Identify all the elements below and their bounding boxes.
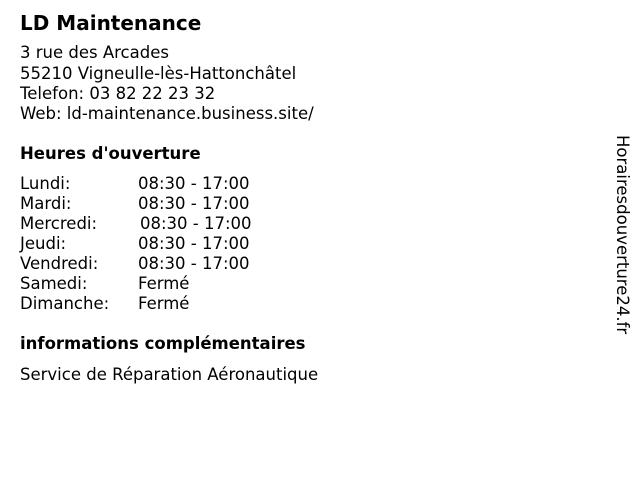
hours-time-saturday: Fermé (138, 274, 190, 293)
opening-hours-heading: Heures d'ouverture (20, 144, 201, 163)
hours-day-friday: Vendredi: (20, 254, 99, 273)
site-watermark: Horairesdouverture24.fr (613, 135, 632, 335)
hours-time-sunday: Fermé (138, 294, 190, 313)
hours-day-thursday: Jeudi: (20, 234, 67, 253)
phone-number: Telefon: 03 82 22 23 32 (20, 84, 216, 103)
hours-day-sunday: Dimanche: (20, 294, 110, 313)
hours-day-tuesday: Mardi: (20, 194, 72, 213)
hours-time-friday: 08:30 - 17:00 (138, 254, 250, 273)
hours-time-wednesday: 08:30 - 17:00 (140, 214, 252, 233)
hours-time-monday: 08:30 - 17:00 (138, 174, 250, 193)
hours-time-tuesday: 08:30 - 17:00 (138, 194, 250, 213)
hours-time-thursday: 08:30 - 17:00 (138, 234, 250, 253)
hours-day-monday: Lundi: (20, 174, 71, 193)
website-link[interactable]: Web: ld-maintenance.business.site/ (20, 104, 314, 123)
address-city: 55210 Vigneulle-lès-Hattonchâtel (20, 64, 297, 83)
additional-info-heading: informations complémentaires (20, 334, 306, 353)
hours-day-saturday: Samedi: (20, 274, 88, 293)
additional-info-text: Service de Réparation Aéronautique (20, 365, 319, 384)
business-name: LD Maintenance (20, 11, 202, 35)
address-street: 3 rue des Arcades (20, 43, 169, 62)
hours-day-wednesday: Mercredi: (20, 214, 98, 233)
